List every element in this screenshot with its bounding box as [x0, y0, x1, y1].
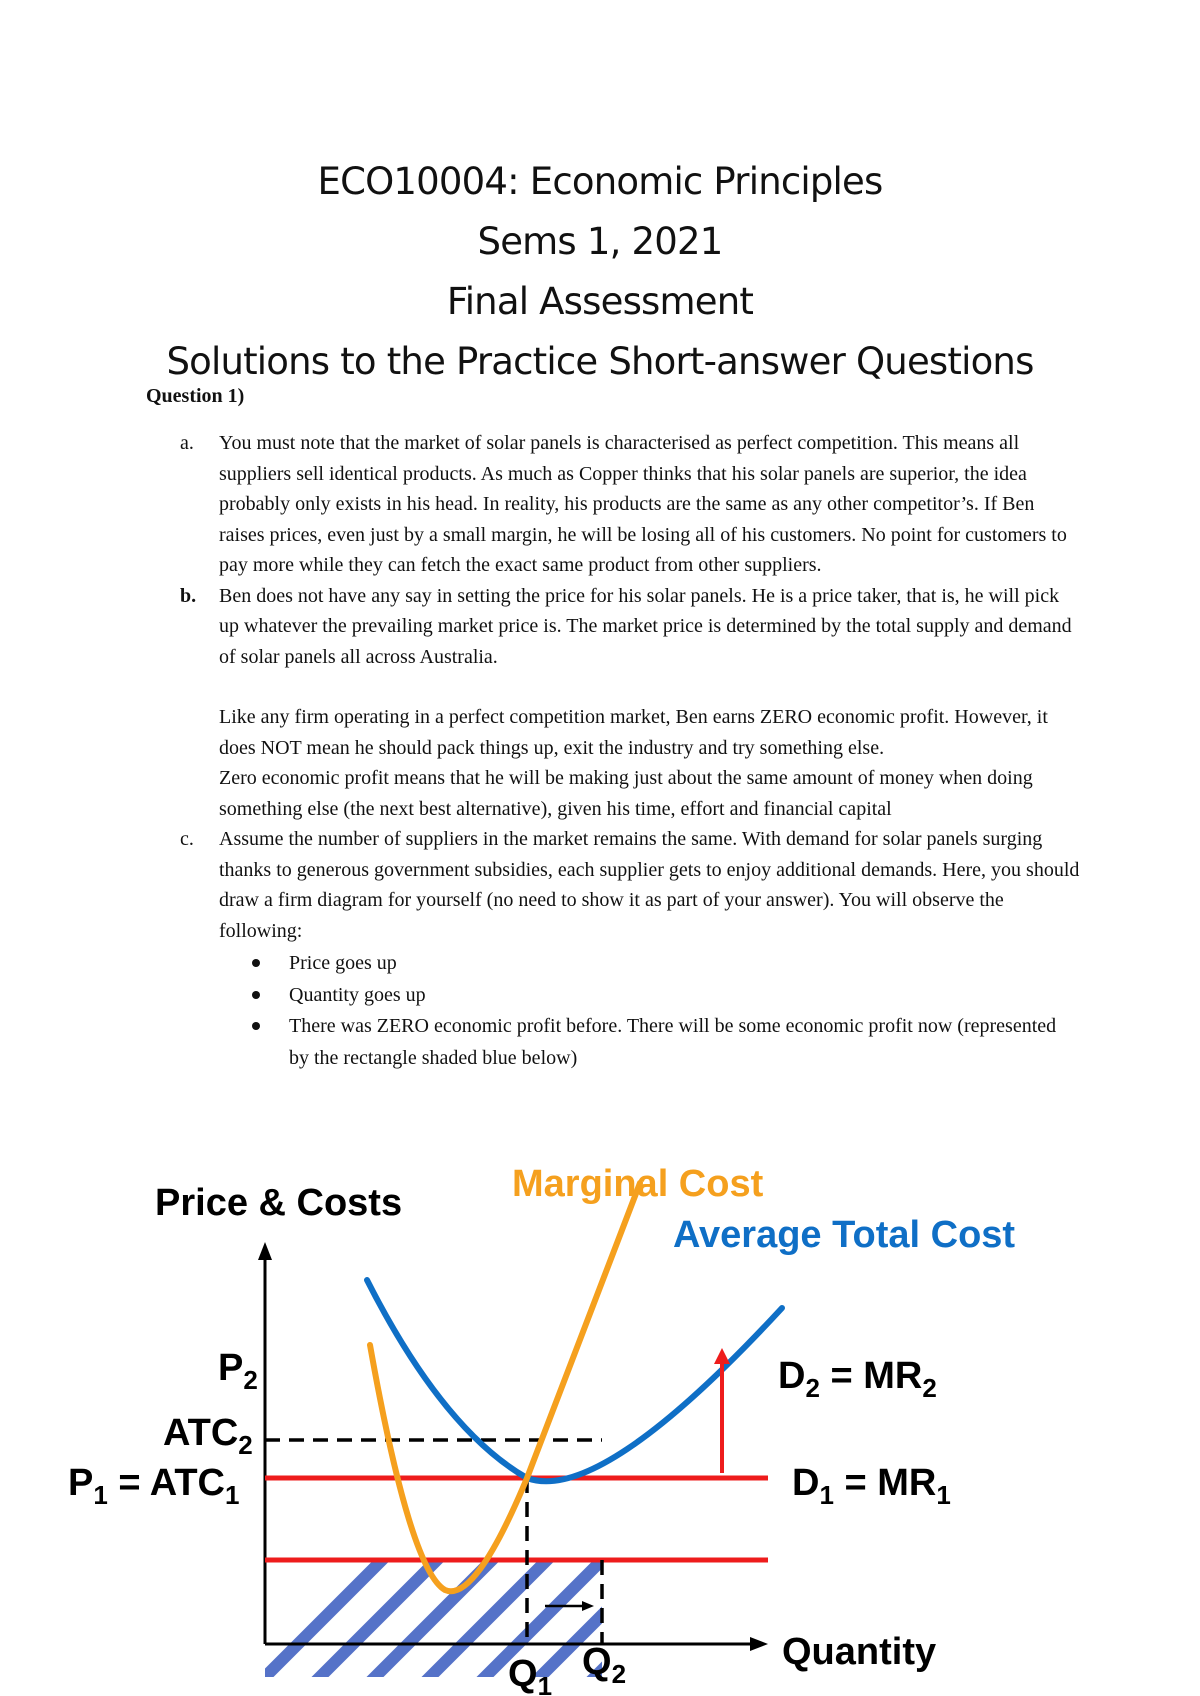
question-heading: Question 1)	[146, 385, 245, 407]
profit-hatch	[155, 1527, 800, 1696]
answer-b	[180, 581, 1080, 825]
p1-atc1-label: $P_1 = ATC_1$	[68, 1462, 240, 1510]
answer-c	[180, 824, 1080, 1074]
title-assessment: Final Assessment	[446, 280, 754, 323]
firm-diagram-svg	[0, 1150, 1200, 1696]
answer-c-bullets	[219, 948, 1080, 1074]
title-solutions: Solutions to the Practice Short-answer Questions	[166, 340, 1034, 383]
y-axis-arrowhead	[258, 1242, 272, 1260]
answer-b-text-3: Zero economic profit means that he will be making just about the same amount of money when doing something else (the next best alternative), given his time, effort and financial capital	[219, 767, 1033, 820]
p2-label: $P_2$	[218, 1347, 258, 1395]
atc2-label: $ATC_2$	[163, 1412, 253, 1460]
answer-list	[180, 428, 1080, 1074]
answer-b-text-1: Ben does not have any say in setting the price for his solar panels. He is a price taker, that is, he will pick up whatever the prevailing market price is. The market price is determined by the total supply and demand of solar panels all across Australia.	[219, 584, 1072, 668]
x-axis-label: Quantity	[782, 1631, 937, 1673]
answer-b-text-2: Like any firm operating in a perfect competition market, Ben earns ZERO economic profit. However, it does NOT mean he should pack things up, exit the industry and try something else.	[219, 706, 1048, 759]
mc-label: Marginal Cost	[512, 1163, 764, 1205]
answer-a	[180, 428, 1080, 581]
q2-label: $Q_2$	[582, 1641, 627, 1689]
answer-a-text: You must note that the market of solar panels is characterised as perfect competition. This means all suppliers sell identical products. As much as Copper thinks that his solar panels are superior, the idea probably only exists in his head. In reality, his products are the same as any other competitor’s. If Ben raises prices, even just by a small margin, he will be losing all of his customers. No point for customers to pay more while they can fetch the exact same product from other suppliers.	[219, 432, 1067, 576]
d1-mr1-label: $D_1 = MR_1$	[792, 1462, 951, 1510]
answer-a-marker: a.	[180, 432, 194, 454]
firm-diagram	[0, 1150, 1200, 1696]
title-semester: Sems 1, 2021	[477, 220, 723, 263]
d2-mr2-label: $D_2 = MR_2$	[778, 1355, 937, 1403]
atc-label: Average Total Cost	[673, 1214, 1016, 1256]
x-axis-arrowhead	[750, 1637, 768, 1651]
answer-b-marker: b.	[180, 584, 197, 607]
q1-label: $Q_1$	[508, 1653, 553, 1696]
bullet-item: Price goes up	[219, 948, 1080, 980]
mc-curve	[370, 1183, 640, 1591]
document-title	[0, 152, 1200, 392]
title-course: ECO10004: Economic Principles	[317, 160, 883, 203]
answer-c-text: Assume the number of suppliers in the market remains the same. With demand for solar panels surging thanks to generous government subsidies, each supplier gets to enjoy additional demands. Here, you should draw a firm diagram for yourself (no need to show it as part of your answer). You will observe the following:	[219, 828, 1080, 942]
bullet-item: There was ZERO economic profit before. There will be some economic profit now (represented by the rectangle shaded blue below)	[219, 1011, 1080, 1074]
atc-curve	[367, 1280, 782, 1481]
bullet-item: Quantity goes up	[219, 980, 1080, 1012]
y-axis-label: Price & Costs	[155, 1182, 403, 1224]
answer-c-marker: c.	[180, 828, 194, 850]
